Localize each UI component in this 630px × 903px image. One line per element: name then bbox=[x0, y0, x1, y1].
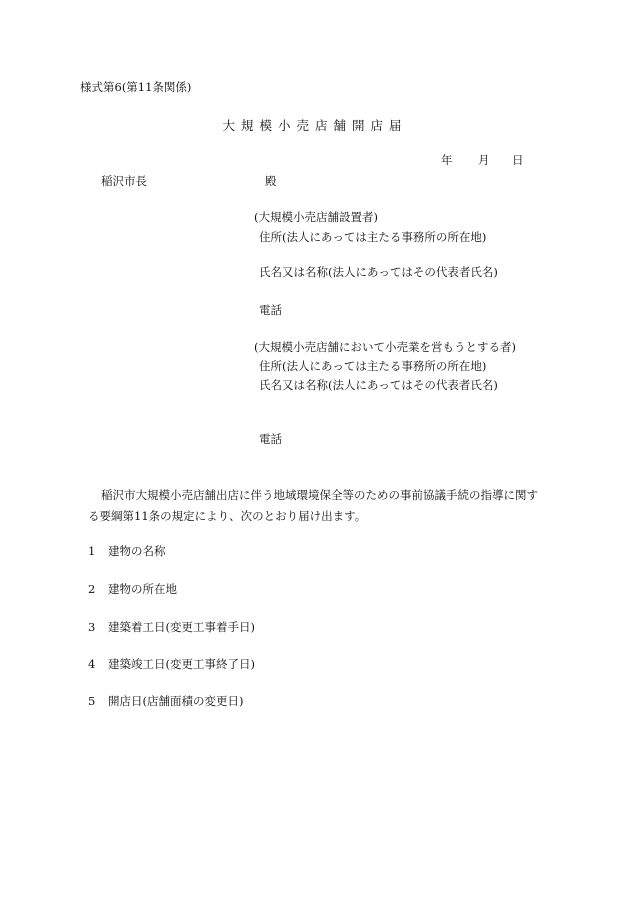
list-item bbox=[88, 584, 177, 596]
retailer-phone-label: 電話 bbox=[259, 432, 282, 446]
date-month-label: 月 bbox=[478, 153, 490, 167]
form-number: 様式第6(第11条関係) bbox=[80, 80, 192, 94]
retailer-name-label: 氏名又は名称(法人にあってはその代表者氏名) bbox=[259, 378, 498, 392]
item-number: 2 bbox=[88, 582, 96, 596]
honorific: 殿 bbox=[265, 174, 277, 188]
item-label: 開店日(店舗面積の変更日) bbox=[108, 694, 244, 708]
item-number: 3 bbox=[88, 620, 96, 634]
date-day-label: 日 bbox=[512, 153, 524, 167]
body-text-line-1: 稲沢市大規模小売店舗出店に伴う地域環境保全等のための事前協議手続の指導に関す bbox=[101, 488, 538, 502]
item-label: 建築着工日(変更工事着手日) bbox=[108, 620, 255, 634]
item-number: 1 bbox=[88, 544, 96, 558]
retailer-heading: (大規模小売店舗において小売業を営もうとする者) bbox=[254, 340, 516, 354]
date-year-label: 年 bbox=[441, 153, 453, 167]
list-item bbox=[88, 622, 255, 634]
document-title: 大規模小売店舗開店届 bbox=[222, 118, 408, 133]
item-number: 5 bbox=[88, 694, 96, 708]
item-number: 4 bbox=[88, 657, 96, 671]
establisher-name-label: 氏名又は名称(法人にあってはその代表者氏名) bbox=[259, 265, 498, 279]
body-text-line-2: る要綱第11条の規定により、次のとおり届け出ます。 bbox=[88, 509, 367, 523]
establisher-phone-label: 電話 bbox=[259, 303, 282, 317]
list-item bbox=[88, 696, 243, 708]
list-item bbox=[88, 659, 255, 671]
item-label: 建築竣工日(変更工事終了日) bbox=[108, 657, 255, 671]
item-label: 建物の所在地 bbox=[108, 582, 177, 596]
list-item bbox=[88, 546, 166, 558]
item-label: 建物の名称 bbox=[108, 544, 166, 558]
addressee: 稲沢市長 bbox=[101, 174, 147, 188]
establisher-heading: (大規模小売店舗設置者) bbox=[254, 210, 378, 224]
establisher-address-label: 住所(法人にあっては主たる事務所の所在地) bbox=[259, 230, 487, 244]
retailer-address-label: 住所(法人にあっては主たる事務所の所在地) bbox=[259, 359, 487, 373]
